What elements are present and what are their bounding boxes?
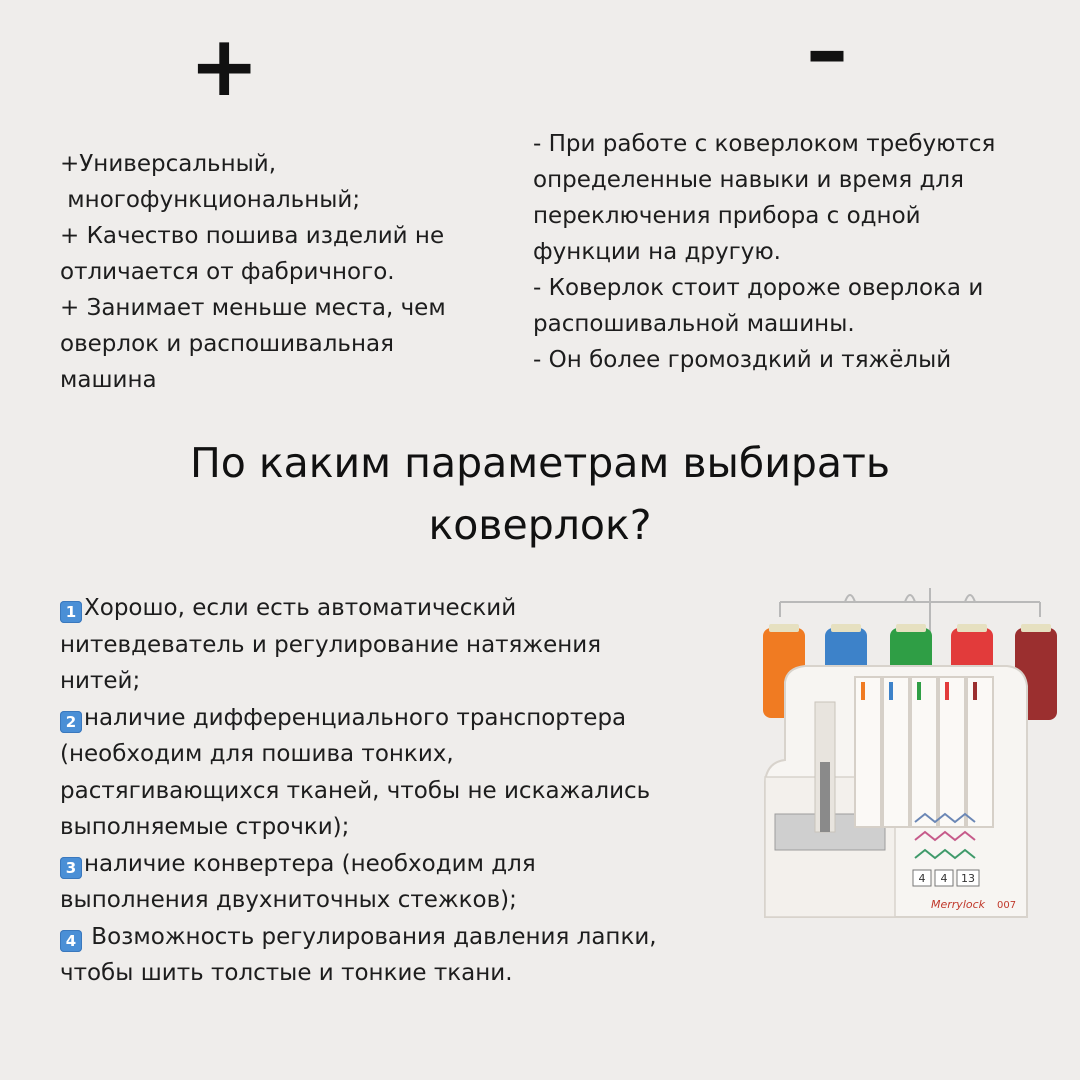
cons-line: переключения прибора с одной [533,203,921,229]
model-number: 007 [997,900,1017,911]
cons-line: функции на другую. [533,239,781,265]
param-line: 2 наличие дифференциального транспортера [60,700,760,737]
heading-line: По каким параметрам выбирать [189,439,891,487]
dial-value: 4 [918,872,926,885]
param-line: выполняемые строчки); [60,814,350,840]
machine-body [765,666,1027,917]
param-line: нитей; [60,668,141,694]
heading-line: коверлок? [428,501,652,549]
param-line: (необходим для пошива тонких, [60,741,454,767]
cons-line: распошивальной машины. [533,311,855,337]
pros-list [60,146,500,398]
cons-line: - Он более громоздкий и тяжёлый [533,347,952,373]
cons-line: - При работе с коверлоком требуются [533,131,996,157]
pros-line: многофункциональный; [60,187,361,213]
param-line: 1 Хорошо, если есть автоматический [60,590,760,627]
dial-value: 4 [940,872,948,885]
section-heading [0,432,1080,556]
number-4-icon: 4 [60,930,82,952]
tension-dials [913,870,979,886]
param-line: нитевдеватель и регулирование натяжения [60,631,602,658]
pros-plus-symbol: + [189,17,260,115]
param-line: 4 Возможность регулирования давления лапки, [60,919,760,956]
cons-line: - Коверлок стоит дороже оверлока и [533,275,984,301]
pros-line: + Занимает меньше места, чем [60,295,446,321]
parameters-list [60,590,760,992]
pros-line: + Качество пошива изделий не [60,223,445,249]
param-line: чтобы шить толстые и тонкие ткани. [60,960,513,986]
number-3-icon: 3 [60,857,82,879]
pros-line: машина [60,367,157,393]
coverlock-machine-image [745,582,1065,932]
brand-logo: Merrylock [931,898,986,911]
param-line: выполнения двухниточных стежков); [60,887,517,913]
cons-list [533,126,1063,378]
pros-line: оверлок и распошивальная [60,331,394,357]
pros-line: +Универсальный, [60,151,277,177]
number-2-icon: 2 [60,711,82,733]
param-line: растягивающихся тканей, чтобы не искажались [60,777,651,804]
dial-value: 13 [961,872,975,885]
pros-line: отличается от фабричного. [60,259,395,285]
param-line: 3 наличие конвертера (необходим для [60,846,760,883]
cons-minus-symbol: – [806,1,848,99]
cons-line: определенные навыки и время для [533,167,964,193]
number-1-icon: 1 [60,601,82,623]
